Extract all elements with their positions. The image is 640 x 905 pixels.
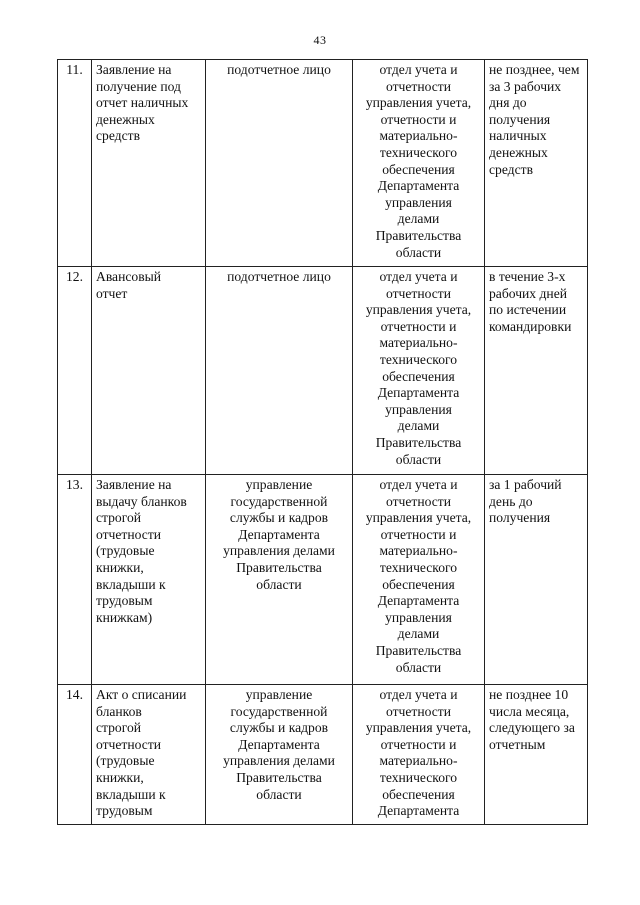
deadline-cell (485, 267, 588, 475)
recipient-cell (353, 685, 485, 825)
submitter: управление государственной службы и кадров Департамента управления делами Правительства области (223, 687, 335, 802)
page-number: 43 (313, 33, 327, 47)
document-name-cell (92, 475, 206, 685)
recipient: отдел учета и отчетности управления учета, отчетности и материально- технического обеспечения Департамента (365, 687, 472, 819)
table-row (58, 685, 588, 825)
deadline-cell (485, 475, 588, 685)
document-name: Заявление на выдачу бланков строгой отчетности (трудовые книжки, вкладыши к трудовым книжкам) (96, 477, 187, 625)
submitter: подотчетное лицо (227, 62, 331, 77)
recipient-cell (353, 60, 485, 267)
recipient-cell (353, 475, 485, 685)
submitter: подотчетное лицо (227, 269, 331, 284)
deadline-cell (485, 685, 588, 825)
submitter-cell (206, 475, 353, 685)
document-name-cell (92, 60, 206, 267)
recipient-cell (353, 267, 485, 475)
row-number: 13. (66, 477, 83, 492)
row-number-cell (58, 267, 92, 475)
document-name: Заявление на получение под отчет наличных денежных средств (96, 62, 189, 144)
document-name-cell (92, 267, 206, 475)
document-flow-table (57, 59, 588, 825)
row-number-cell (58, 475, 92, 685)
recipient: отдел учета и отчетности управления учета, отчетности и материально- технического обеспечения Департамента управления делами Правительства области (365, 269, 472, 467)
document-name: Авансовый отчет (96, 269, 162, 301)
row-number: 11. (66, 62, 83, 77)
row-number-cell (58, 685, 92, 825)
deadline: за 1 рабочий день до получения (489, 477, 562, 526)
table-row (58, 475, 588, 685)
document-name-cell (92, 685, 206, 825)
table-row (58, 60, 588, 267)
recipient: отдел учета и отчетности управления учета, отчетности и материально- технического обеспечения Департамента управления делами Правительства области (365, 62, 472, 260)
deadline: не позднее, чем за 3 рабочих дня до получения наличных денежных средств (489, 62, 580, 177)
deadline-cell (485, 60, 588, 267)
row-number: 14. (66, 687, 83, 702)
row-number-cell (58, 60, 92, 267)
deadline: не позднее 10 числа месяца, следующего за отчетным (489, 687, 575, 752)
deadline: в течение 3-х рабочих дней по истечении командировки (489, 269, 572, 334)
submitter: управление государственной службы и кадров Департамента управления делами Правительства области (223, 477, 335, 592)
submitter-cell (206, 267, 353, 475)
document-name: Акт о списании бланков строгой отчетности (трудовые книжки, вкладыши к трудовым (96, 687, 187, 819)
table-row (58, 267, 588, 475)
row-number: 12. (66, 269, 83, 284)
submitter-cell (206, 60, 353, 267)
recipient: отдел учета и отчетности управления учета, отчетности и материально- технического обеспечения Департамента управления делами Правительства области (365, 477, 472, 675)
submitter-cell (206, 685, 353, 825)
